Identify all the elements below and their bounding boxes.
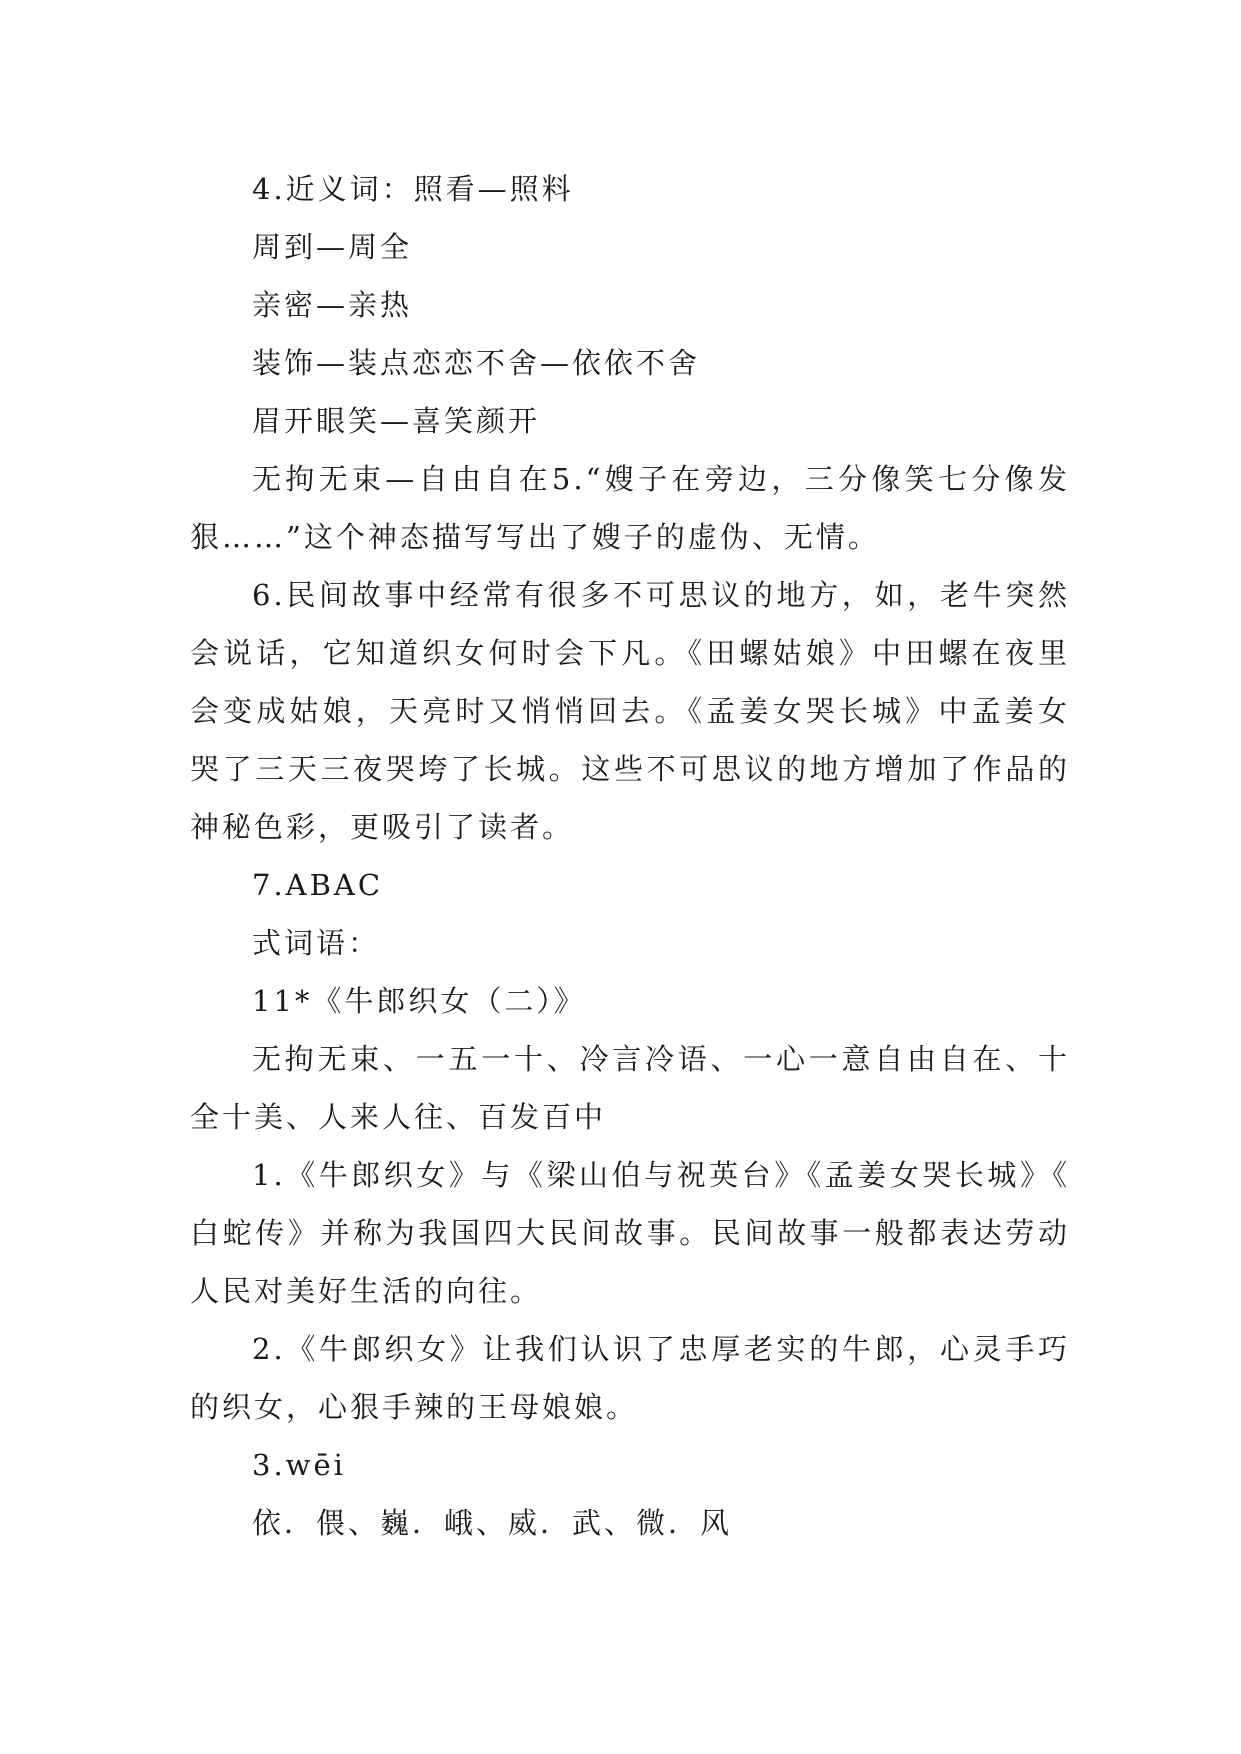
answer-paragraph-1: 1.《牛郎织女》与《梁山伯与祝英台》《孟姜女哭长城》《白蛇传》并称为我国四大民间故事。民间故事一般都表达劳动人民对美好生活的向往。 xyxy=(190,1158,1070,1308)
answer-paragraph-6: 6.民间故事中经常有很多不可思议的地方，如，老牛突然会说话，它知道织女何时会下凡。《田螺姑娘》中田螺在夜里会变成姑娘，天亮时又悄悄回去。《孟姜女哭长城》中孟姜女哭了三天三夜哭垮了长城。这些不可思议的地方增加了作品的神秘色彩，更吸引了读者。 xyxy=(190,578,1070,844)
synonym-heading-line: 4.近义词：照看—照料 xyxy=(252,172,574,206)
answer-item-7: 7.ABAC xyxy=(252,868,384,902)
synonym-pair-line: 周到—周全 xyxy=(252,230,413,264)
pinyin-item-3: 3.wēi xyxy=(252,1448,346,1482)
word-pattern-label: 式词语： xyxy=(252,926,381,960)
synonym-pair-line: 亲密—亲热 xyxy=(252,288,413,322)
answer-paragraph-2: 2.《牛郎织女》让我们认识了忠厚老实的牛郎，心灵手巧的织女，心狠手辣的王母娘娘。 xyxy=(190,1332,1070,1424)
synonym-pair-line: 眉开眼笑—喜笑颜开 xyxy=(252,404,541,438)
lesson-title: 11*《牛郎织女（二）》 xyxy=(252,984,586,1018)
word-list-paragraph: 无拘无束、一五一十、冷言冷语、一心一意自由自在、十全十美、人来人往、百发百中 xyxy=(190,1042,1070,1134)
document-body xyxy=(190,160,1070,1552)
synonym-pair-line: 装饰—装点恋恋不舍—依依不舍 xyxy=(252,346,701,380)
answer-paragraph-5: 无拘无束—自由自在5.“嫂子在旁边，三分像笑七分像发狠……”这个神态描写写出了嫂子的虚伪、无情。 xyxy=(190,462,1070,554)
character-list-line: 依．偎、巍．峨、威．武、微．风 xyxy=(252,1506,733,1540)
